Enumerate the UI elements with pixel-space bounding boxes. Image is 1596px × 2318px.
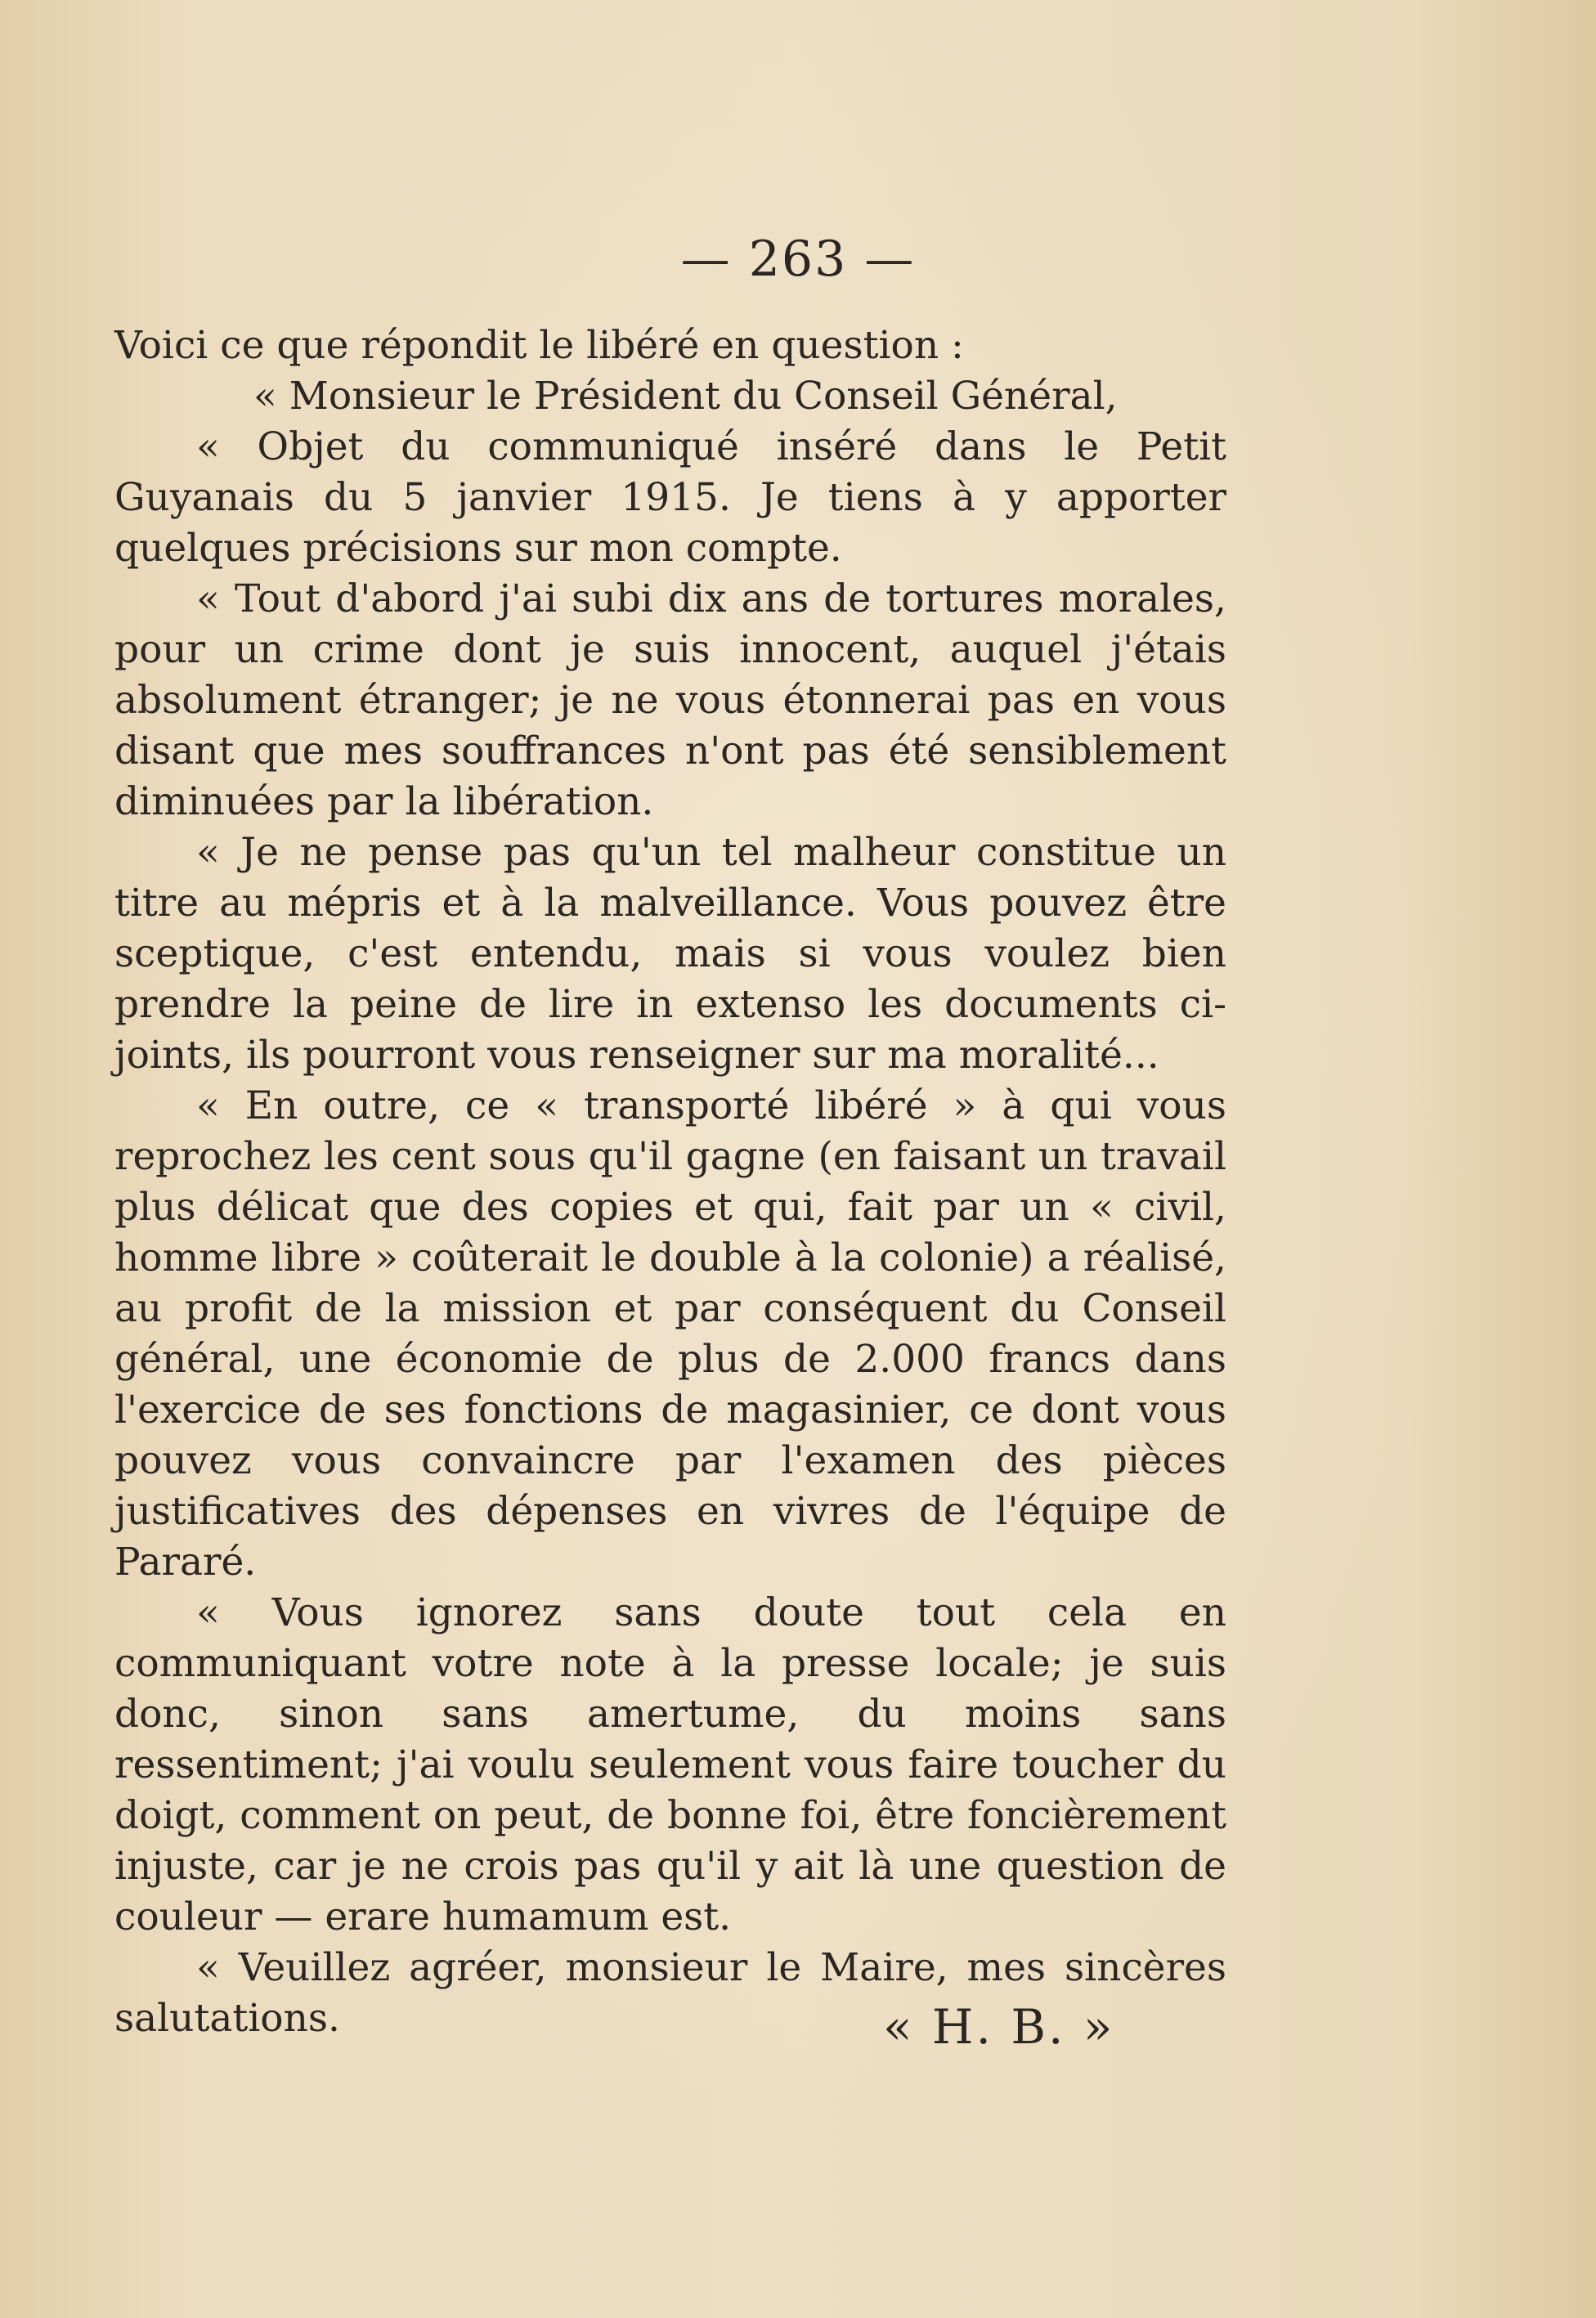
body-text — [114, 321, 1226, 2044]
paragraph: « Veuillez agréer, monsieur le Maire, mes sincères salutations. — [114, 1945, 1226, 2041]
paragraph: « Objet du communiqué inséré dans le Petit Guyanais du 5 janvier 1915. Je tiens à y apporter quelques précisions sur mon compte. — [114, 424, 1226, 571]
paragraph: « Monsieur le Président du Conseil Général, — [253, 374, 1118, 419]
paragraph: Voici ce que répondit le libéré en question : — [114, 323, 964, 368]
paragraph: « Vous ignorez sans doute tout cela en communiquant votre note à la presse locale; je suis donc, sinon sans amertume, du moins sans ressentiment; j'ai voulu seulement vous faire toucher du doigt, comment on peut, de bonne foi, être foncièrement injuste, car je ne crois pas qu'il y ait là une question de couleur — erare humamum est. — [114, 1590, 1226, 1939]
signature: « H. B. » — [883, 1999, 1115, 2055]
paragraph: « En outre, ce « transporté libéré » à qui vous reprochez les cent sous qu'il gagne (en faisant un travail plus délicat que des copies et qui, fait par un « civil, homme libre » coûterait le double à la colonie) a réalisé, au profit de la mission et par conséquent du Conseil général, une économie de plus de 2.000 francs dans l'exercice de ses fonctions de magasinier, ce dont vous pouvez vous convaincre par l'examen des pièces justificatives des dépenses en vivres de l'équipe de Pararé. — [114, 1083, 1226, 1585]
page-number: — 263 — — [680, 231, 916, 288]
paragraph: « Tout d'abord j'ai subi dix ans de tortures morales, pour un crime dont je suis innocent, auquel j'étais absolument étranger; je ne vous étonnerai pas en vous disant que mes souffrances n'ont pas été sensiblement diminuées par la libération. — [114, 576, 1226, 824]
paragraph: « Je ne pense pas qu'un tel malheur constitue un titre au mépris et à la malveillance. Vous pouvez être sceptique, c'est entendu, mais si vous voulez bien prendre la peine de lire in extenso les documents ci-joints, ils pourront vous renseigner sur ma moralité... — [114, 830, 1226, 1078]
